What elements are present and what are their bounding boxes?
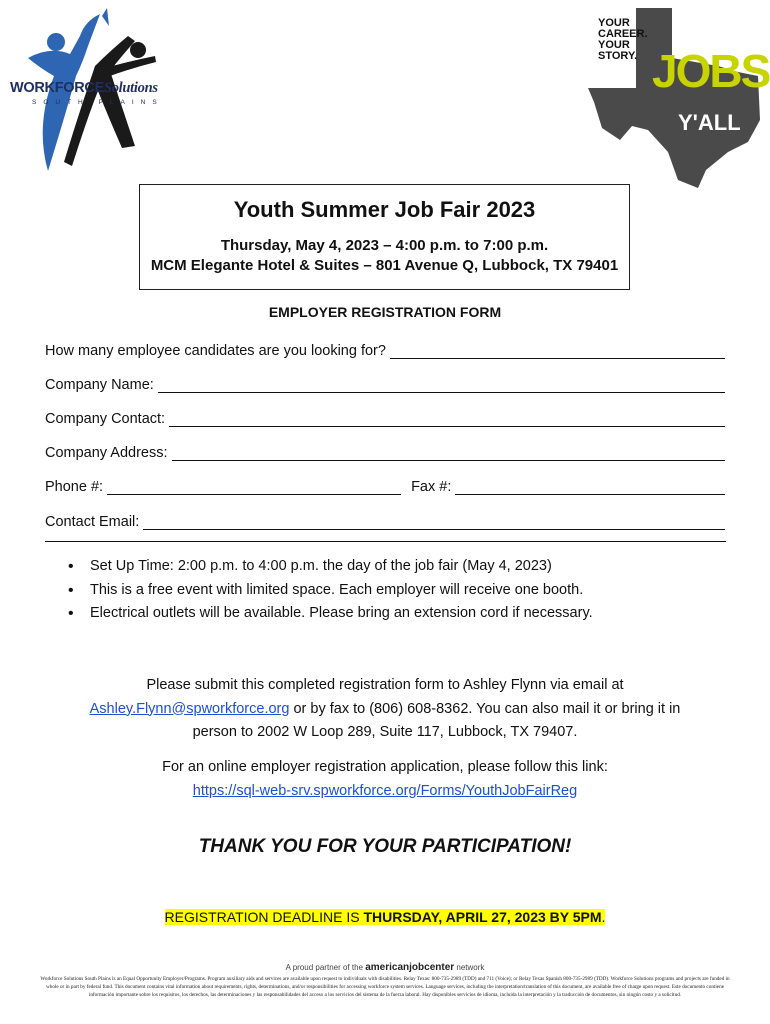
company-name-field[interactable]: [158, 378, 725, 393]
workforce-wordmark: WORKFORCESolutions: [10, 80, 158, 96]
online-instructions: [0, 756, 770, 803]
event-title-box: [139, 184, 630, 290]
deadline-notice: REGISTRATION DEADLINE IS THURSDAY, APRIL 27, 2023 BY 5PM.: [164, 909, 606, 925]
phone-label: Phone #:: [45, 479, 104, 495]
company-contact-label: Company Contact:: [45, 411, 166, 427]
company-name-row: [45, 371, 725, 393]
company-address-label: Company Address:: [45, 445, 168, 461]
event-title: Youth Summer Job Fair 2023: [233, 197, 536, 222]
fax-field[interactable]: [455, 480, 725, 495]
list-item: • Set Up Time: 2:00 p.m. to 4:00 p.m. the day of the job fair (May 4, 2023): [68, 555, 593, 579]
event-date: Thursday, May 4, 2023 – 4:00 p.m. to 7:00 p.m.: [220, 237, 549, 254]
candidates-row: [45, 337, 725, 359]
online-line: For an online employer registration application, please follow this link:: [162, 759, 608, 775]
company-name-label: Company Name:: [45, 377, 154, 393]
list-item: • Electrical outlets will be available. Please bring an extension cord if necessary.: [68, 602, 593, 626]
partner-line: A proud partner of the americanjobcenter network: [285, 962, 485, 973]
footer-disclaimer: Workforce Solutions South Plains is an Equal Opportunity Employer/Programs. Program auxiliary aids and services are available upon request to individuals with disabilities. Relay Texas: 800-735-2989 (TDD) and 711 (Voice); or Relay Texas Spanish 800-735-2989 (TDD). Workforce Solutions programs and projects are funded in whole or in part by federal fund. This document contains vital information about requirements, rights, determinations, and/or responsibilities for accessing workforce system services. Language services, including the interpretation/translation of this document, are available free of charge upon request. Este documento contiene información importante sobre los requisitos, los derechos, las determinaciones y las responsabilidades del acceso a los servicios del sistema de la fuerza laboral. Hay disponibles servicios de idioma, incluida la interpretación y la traducción de documentos, sin ningún costo y a solicitud.: [40, 976, 730, 998]
company-contact-row: [45, 405, 725, 427]
phone-field[interactable]: [107, 480, 401, 495]
submit-instructions: [0, 674, 770, 745]
submit-line-2: Ashley.Flynn@spworkforce.org or by fax to (806) 608-8362. You can also mail it or bring it in: [89, 700, 681, 717]
submit-line-3: person to 2002 W Loop 289, Suite 117, Lubbock, TX 79407.: [192, 724, 578, 740]
event-location: MCM Elegante Hotel & Suites – 801 Avenue Q, Lubbock, TX 79401: [150, 257, 619, 274]
divider: [45, 541, 726, 542]
americanjobcenter-logo: americanjobcenter: [365, 962, 455, 973]
form-heading: EMPLOYER REGISTRATION FORM: [268, 304, 502, 320]
company-address-row: [45, 439, 725, 461]
jobs-word: JOBS: [652, 45, 770, 97]
contact-email-field[interactable]: [143, 515, 725, 530]
candidates-label: How many employee candidates are you looking for?: [45, 343, 386, 359]
phone-fax-row: [45, 473, 725, 495]
jobs-tagline: YOUR CAREER. YOUR STORY.: [598, 17, 648, 62]
submit-line-1: Please submit this completed registration form to Ashley Flynn via email at: [146, 677, 624, 693]
contact-email-label: Contact Email:: [45, 514, 140, 530]
workforce-solutions-logo: [10, 6, 175, 176]
thank-you-message: THANK YOU FOR YOUR PARTICIPATION!: [198, 836, 572, 857]
candidates-field[interactable]: [390, 344, 725, 359]
jobs-yall-logo: [588, 2, 770, 188]
company-address-field[interactable]: [172, 446, 725, 461]
online-registration-link[interactable]: https://sql-web-srv.spworkforce.org/Forms/YouthJobFairReg: [192, 782, 578, 799]
list-item: • This is a free event with limited space. Each employer will receive one booth.: [68, 579, 593, 603]
email-link[interactable]: Ashley.Flynn@spworkforce.org: [89, 700, 290, 717]
fax-label: Fax #:: [411, 479, 452, 495]
workforce-subtitle: SOUTH PLAINS: [32, 99, 164, 106]
company-contact-field[interactable]: [169, 412, 725, 427]
contact-email-row: [45, 508, 725, 530]
info-list: [68, 555, 593, 626]
yall-word: Y'ALL: [678, 110, 741, 135]
